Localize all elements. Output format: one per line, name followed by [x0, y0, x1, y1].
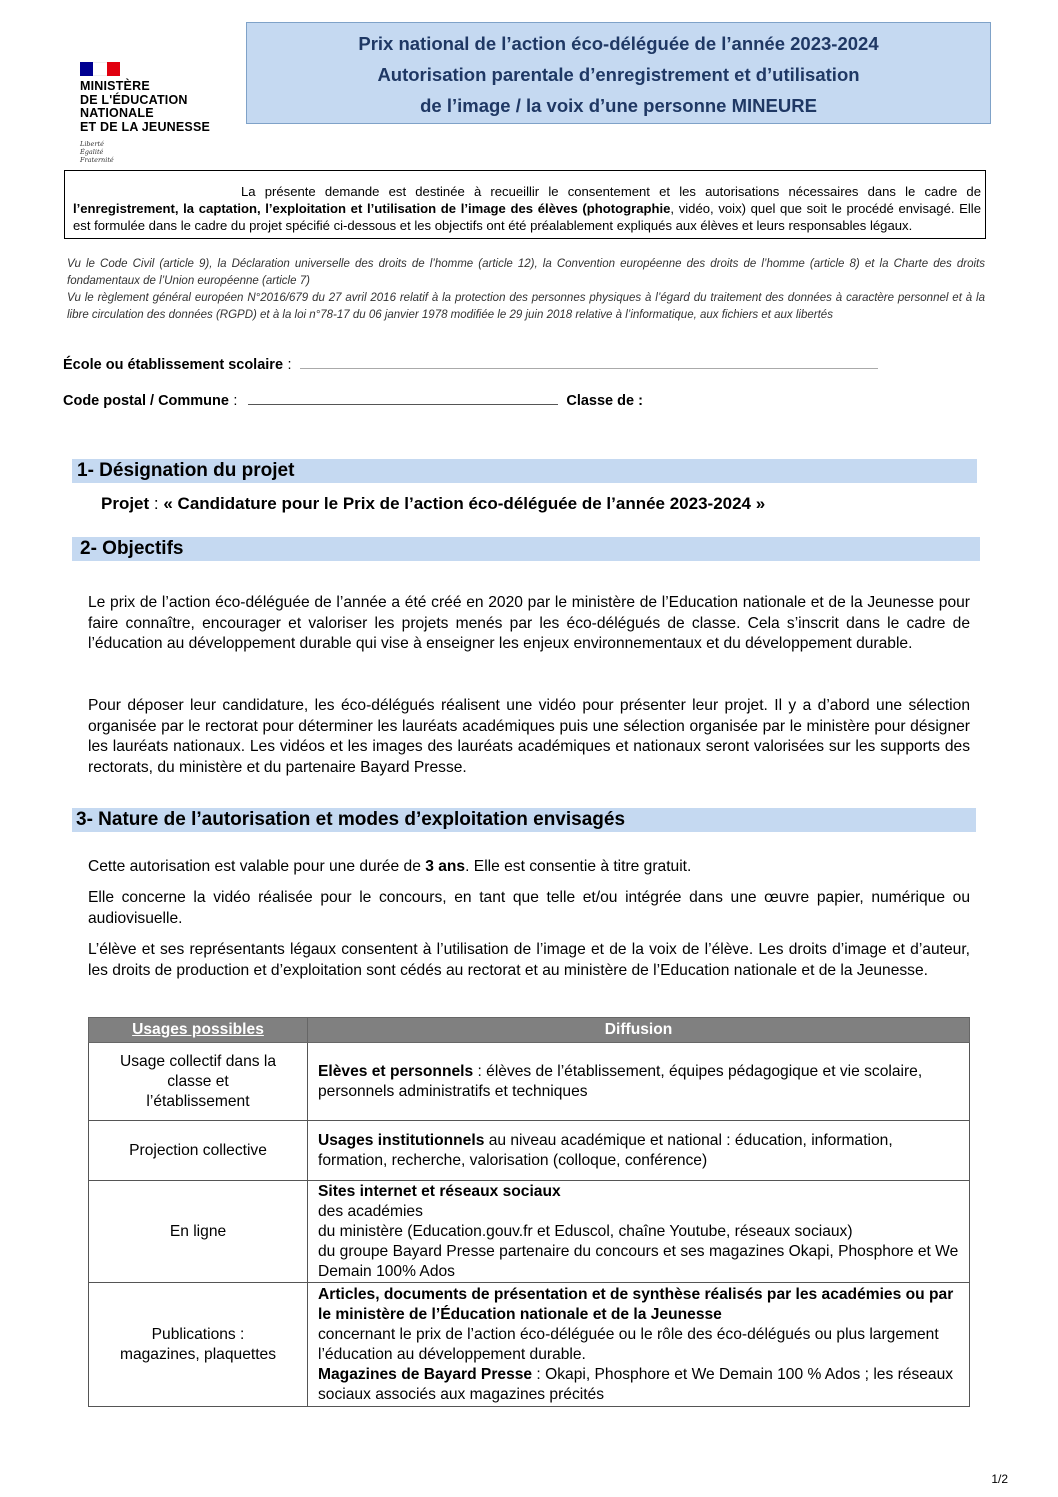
motto-line: Liberté [80, 140, 104, 148]
section-header-2: 2- Objectifs [72, 537, 980, 561]
table-row [89, 1043, 970, 1121]
table-header-row [89, 1018, 970, 1043]
usage-line: Projection collective [129, 1141, 267, 1159]
field-separator: : [233, 393, 238, 409]
document-title [246, 22, 991, 124]
postal-input-line[interactable] [248, 403, 558, 405]
republic-motto [80, 140, 230, 164]
diffusion-title: Magazines de Bayard Presse [318, 1365, 533, 1383]
duration-value: 3 ans [425, 858, 466, 875]
ministry-name [80, 80, 230, 134]
diffusion-text: : Okapi, Phosphore et We Demain 100 % Ados ; les réseaux sociaux associés aux magazines précités [318, 1365, 954, 1403]
diffusion-line: du groupe Bayard Presse partenaire du concours et ses magazines Okapi, Phosphore et We Demain 100% Ados [318, 1242, 959, 1280]
usage-cell [89, 1283, 308, 1407]
diffusion-title: Usages institutionnels [318, 1131, 485, 1149]
intro-text: La présente demande est destinée à recueillir le consentement et les autorisations nécessaires dans le cadre de [241, 184, 981, 199]
ministry-line: ET DE LA JEUNESSE [80, 119, 211, 134]
diffusion-line: des académies [318, 1202, 423, 1220]
diffusion-text: : élèves de l’établissement, équipes pédagogique et vie scolaire, personnels administratifs et techniques [318, 1062, 923, 1100]
diffusion-line: du ministère (Education.gouv.fr et Eduscol, chaîne Youtube, réseaux sociaux) [318, 1222, 853, 1240]
ministry-line: MINISTÈRE [80, 79, 150, 93]
authorization-paragraph-3: L’élève et ses représentants légaux consentent à l’utilisation de l’image et de la voix de l’élève. Les droits d’image et d’auteur, les droits de production et d’exploitation sont cédés au rectorat et au ministère de l’Education nationale et de la Jeunesse. [88, 941, 970, 979]
motto-line: Égalité [80, 148, 104, 156]
page-number: 1/2 [991, 1472, 1008, 1486]
legal-references [67, 256, 985, 324]
diffusion-text: concernant le prix de l’action éco-déléguée ou le rôle des éco-délégués ou plus largement l’éducation au développement durable. [318, 1325, 939, 1363]
project-separator: : [149, 494, 164, 513]
diffusion-cell [308, 1121, 970, 1181]
column-header-diffusion: Diffusion [308, 1018, 970, 1043]
motto-line: Fraternité [80, 156, 114, 164]
usage-line: Publications : [151, 1325, 245, 1343]
diffusion-cell [308, 1043, 970, 1121]
field-separator: : [287, 357, 292, 373]
project-value: « Candidature pour le Prix de l’action éco-déléguée de l’année 2023-2024 » [163, 494, 766, 513]
table-row [89, 1283, 970, 1407]
usage-line: En ligne [169, 1222, 227, 1240]
section-header-1: 1- Désignation du projet [72, 459, 977, 483]
project-label: Projet [101, 494, 150, 513]
column-header-usages: Usages possibles [89, 1018, 308, 1043]
section-header-3: 3- Nature de l’autorisation et modes d’exploitation envisagés [72, 808, 976, 832]
project-line [101, 494, 961, 514]
class-label: Classe de : [566, 393, 643, 409]
ministry-line: NATIONALE [80, 106, 154, 120]
objectives-paragraph-1: Le prix de l’action éco-déléguée de l’année a été créé en 2020 par le ministère de l’Education nationale et de la Jeunesse pour faire connaître, encourager et valoriser les projets menés par les éco-délégués de classe. Cela s’inscrit dans le cadre de l’éducation au développement durable qui vise à enseigner les enjeux environnementaux et du développement durable. [88, 594, 970, 652]
table-row [89, 1181, 970, 1283]
diffusion-cell [308, 1283, 970, 1407]
title-line: Prix national de l’action éco-déléguée de l’année 2023-2024 [358, 33, 879, 54]
postal-field-row [63, 392, 913, 410]
para-text: Cette autorisation est valable pour une durée de [88, 858, 426, 875]
marianne-flag-icon [80, 62, 120, 76]
diffusion-title: Articles, documents de présentation et de synthèse réalisés par les académies ou par le ministère de l’Éducation nationale et de la Jeunesse [318, 1285, 954, 1323]
usage-cell [89, 1181, 308, 1283]
ministry-line: DE L'ÉDUCATION [80, 92, 188, 107]
intro-bold-text: l’enregistrement, la captation, l’exploitation et l’utilisation de l’image des élèves (photographie [73, 201, 671, 216]
ministry-logo [80, 62, 230, 164]
usage-line: classe et [167, 1072, 229, 1090]
intro-text: , vidéo, voix) quel que soit le procédé envisagé. Elle est formulée dans le cadre du projet spécifié ci-dessous et les objectifs ont été préalablement expliqués aux élèves et leurs responsables légaux. [73, 201, 981, 233]
usage-table [88, 1017, 970, 1407]
intro-box [64, 170, 986, 239]
postal-label: Code postal / Commune [63, 393, 229, 409]
title-line: Autorisation parentale d’enregistrement et d’utilisation [377, 64, 860, 85]
table-row [89, 1121, 970, 1181]
diffusion-text: au niveau académique et national : éducation, information, formation, recherche, valorisation (colloque, conférence) [318, 1131, 893, 1169]
authorization-paragraph-2: Elle concerne la vidéo réalisée pour le concours, en tant que telle et/ou intégrée dans une œuvre papier, numérique ou audiovisuelle. [88, 889, 970, 927]
diffusion-cell [308, 1181, 970, 1283]
school-field-row [63, 356, 913, 374]
title-line: de l’image / la voix d’une personne MINEURE [420, 95, 817, 116]
legal-line: Vu le Code Civil (article 9), la Déclaration universelle des droits de l’homme (article 12), la Convention européenne des droits de l’homme (article 8) et la Charte des droits fondamentaux de l’Union européenne (article 7) [67, 258, 985, 287]
school-label: École ou établissement scolaire [63, 357, 284, 373]
diffusion-title: Sites internet et réseaux sociaux [318, 1182, 561, 1200]
usage-line: Usage collectif dans la [119, 1052, 277, 1070]
usage-line: magazines, plaquettes [119, 1345, 277, 1363]
para-text: . Elle est consentie à titre gratuit. [465, 858, 692, 875]
school-input-line[interactable] [300, 367, 878, 369]
usage-line: l’établissement [146, 1092, 250, 1110]
authorization-paragraph-1 [88, 857, 970, 878]
objectives-paragraph-2: Pour déposer leur candidature, les éco-délégués réalisent une vidéo pour présenter leur projet. Il y a d’abord une sélection organisée par le rectorat pour déterminer les lauréats académiques puis une sélection organisée par le ministère pour désigner les lauréats nationaux. Les vidéos et les images des lauréats académiques et nationaux seront valorisées sur les supports des rectorats, du ministère et du partenaire Bayard Presse. [88, 697, 970, 776]
usage-cell [89, 1121, 308, 1181]
diffusion-title: Elèves et personnels [318, 1062, 474, 1080]
legal-line: Vu le règlement général européen N°2016/679 du 27 avril 2016 relatif à la protection des personnes physiques à l’égard du traitement des données à caractère personnel et à la libre circulation des données (RGPD) et à la loi n°78-17 du 06 janvier 1978 modifiée le 29 juin 2018 relative à l’informatique, aux fichiers et aux libertés [67, 292, 985, 321]
usage-cell [89, 1043, 308, 1121]
